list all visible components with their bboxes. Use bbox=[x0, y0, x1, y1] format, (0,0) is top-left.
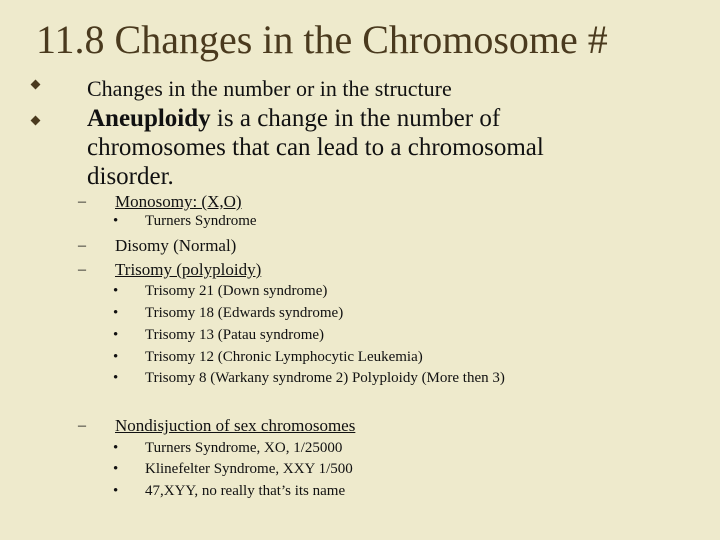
group-trisomy: Trisomy (polyploidy) bbox=[115, 260, 262, 279]
dot-marker: • bbox=[113, 349, 119, 365]
dash-marker: – bbox=[78, 193, 86, 210]
trisomy-item: Trisomy 8 (Warkany syndrome 2) Polyploidy (More then 3) bbox=[145, 370, 505, 386]
group-monosomy: Monosomy: (X,O) bbox=[115, 192, 242, 211]
slide-title: 11.8 Changes in the Chromosome # bbox=[36, 17, 608, 62]
dash-marker: – bbox=[78, 237, 86, 254]
bullet-aneuploidy-line3: disorder. bbox=[87, 163, 174, 190]
group-nondisjunction: Nondisjuction of sex chromosomes bbox=[115, 416, 356, 435]
bullet-aneuploidy-line2: chromosomes that can lead to a chromosomal bbox=[87, 134, 544, 161]
nondisjunction-item: Klinefelter Syndrome, XXY 1/500 bbox=[145, 461, 353, 477]
diamond-bullet-icon bbox=[31, 80, 41, 90]
dot-marker: • bbox=[113, 483, 119, 499]
dot-marker: • bbox=[113, 461, 119, 477]
dot-marker: • bbox=[113, 213, 119, 229]
dash-marker: – bbox=[78, 417, 86, 434]
dot-marker: • bbox=[113, 305, 119, 321]
trisomy-item: Trisomy 21 (Down syndrome) bbox=[145, 283, 328, 299]
nondisjunction-item: Turners Syndrome, XO, 1/25000 bbox=[145, 440, 343, 456]
bullet-changes: Changes in the number or in the structure bbox=[87, 76, 452, 101]
dot-marker: • bbox=[113, 440, 119, 456]
trisomy-item: Trisomy 13 (Patau syndrome) bbox=[145, 327, 325, 343]
trisomy-item: Trisomy 18 (Edwards syndrome) bbox=[145, 305, 344, 321]
aneuploidy-line1-rest: is a change in the number of bbox=[210, 105, 501, 132]
aneuploidy-term: Aneuploidy bbox=[87, 105, 211, 132]
group-disomy: Disomy (Normal) bbox=[115, 236, 237, 255]
monosomy-item: Turners Syndrome bbox=[145, 213, 257, 229]
dot-marker: • bbox=[113, 370, 119, 386]
dash-marker: – bbox=[78, 261, 86, 278]
dot-marker: • bbox=[113, 327, 119, 343]
nondisjunction-item: 47,XYY, no really that’s its name bbox=[145, 483, 346, 499]
bullet-aneuploidy-line1 bbox=[87, 104, 500, 133]
trisomy-item: Trisomy 12 (Chronic Lymphocytic Leukemia) bbox=[145, 349, 423, 365]
dot-marker: • bbox=[113, 283, 119, 299]
diamond-bullet-icon bbox=[31, 116, 41, 126]
